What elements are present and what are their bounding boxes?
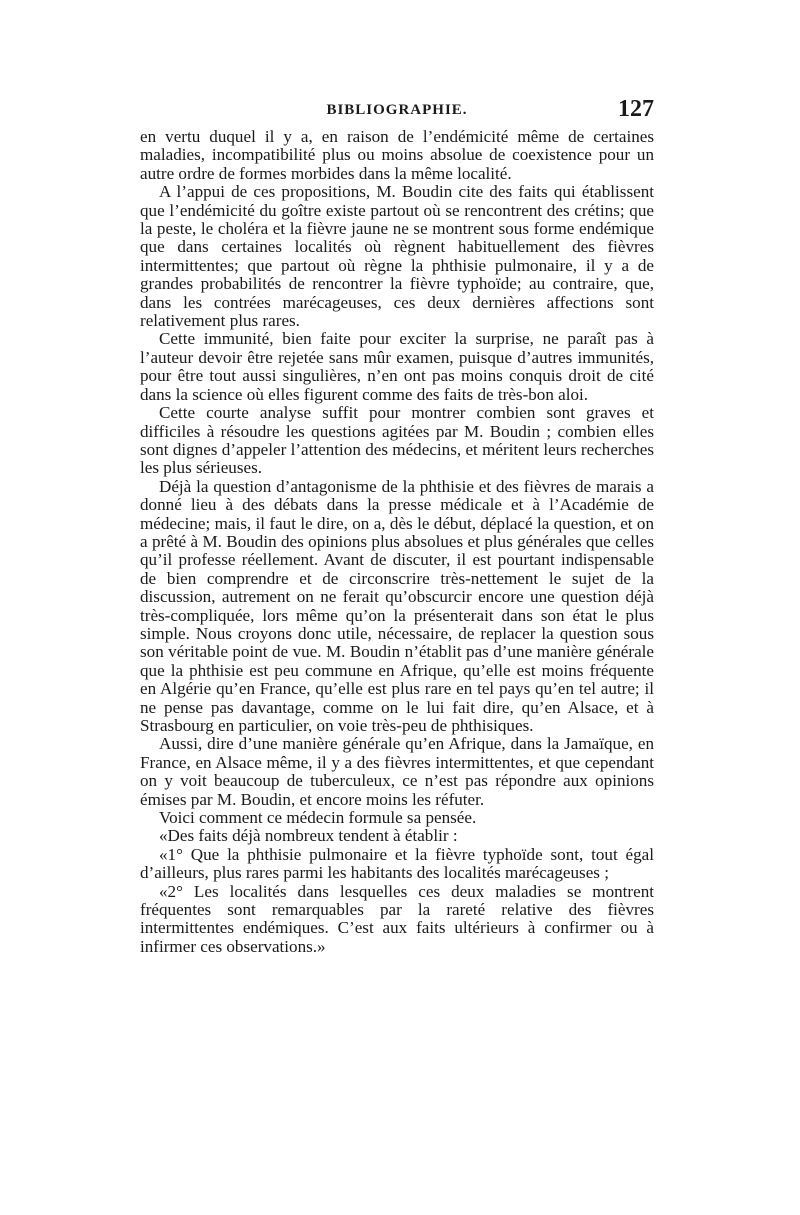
- quote-item-1: «1° Que la phthisie pulmonaire et la fièvre typhoïde sont, tout égal d’ailleurs, plus rares parmi les habitants des localités marécageuses ;: [140, 844, 654, 883]
- page-number: 127: [618, 96, 654, 122]
- paragraph-propositions: A l’appui de ces propositions, M. Boudin cite des faits qui établissent que l’endémicité du goître existe partout où se rencontrent des crétins; que la peste, le choléra et la fièvre jaune ne se montrent sous forme endémique que dans certaines localités où règnent habituellement des fièvres intermittentes; que partout où règne la phthisie pulmonaire, il y a de grandes probabilités de rencontrer la fièvre typhoïde; au contraire, que, dans les contrées marécageuses, ces deux dernières affections sont relativement plus rares.: [140, 182, 654, 331]
- paragraph-continuation: en vertu duquel il y a, en raison de l’endémicité même de certaines maladies, incompatibilité plus ou moins absolue de coexistence pour un autre ordre de formes morbides dans la même localité.: [140, 127, 654, 183]
- paragraph-formule: Voici comment ce médecin formule sa pensée.: [159, 808, 477, 828]
- running-title: BIBLIOGRAPHIE.: [326, 102, 468, 118]
- paragraph-antagonisme: Déjà la question d’antagonisme de la phthisie et des fièvres de marais a donné lieu à des débats dans la presse médicale et à l’Académie de médecine; mais, il faut le dire, on a, dès le début, déplacé la question, et on a prêté à M. Boudin des opinions plus absolues et plus générales que celles qu’il professe réellement. Avant de discuter, il est pourtant indispensable de bien comprendre et de circonscrire très-nettement le sujet de la discussion, autrement on ne ferait qu’obscurcir encore une question déjà très-compliquée, lors même qu’on la présenterait dans son état le plus simple. Nous croyons donc utile, nécessaire, de replacer la question sous son véritable point de vue. M. Boudin n’établit pas d’une manière générale que la phthisie est peu commune en Afrique, qu’elle est moins fréquente en Algérie qu’en France, qu’elle est plus rare en tel pays qu’en tel autre; il ne pense pas davantage, comme on le lui fait dire, qu’en Alsace, et à Strasbourg en particulier, on voie très-peu de phthisiques.: [140, 476, 654, 735]
- paragraph-afrique: Aussi, dire d’une manière générale qu’en Afrique, dans la Jamaïque, en France, en Alsace même, il y a des fièvres intermittentes, et que cependant on y voit beaucoup de tuberculeux, ce n’est pas répondre aux opinions émises par M. Boudin, et encore moins les réfuter.: [140, 734, 654, 809]
- quote-intro: «Des faits déjà nombreux tendent à établir :: [159, 826, 458, 846]
- paragraph-immunite: Cette immunité, bien faite pour exciter la surprise, ne paraît pas à l’auteur devoir être rejetée sans mûr examen, puisque d’autres immunités, pour être tout aussi singulières, n’en ont pas moins conquis droit de cité dans la science où elles figurent comme des faits de très-bon aloi.: [140, 329, 654, 404]
- running-head: [140, 96, 654, 126]
- paragraph-analyse: Cette courte analyse suffit pour montrer combien sont graves et difficiles à résoudre les questions agitées par M. Boudin ; combien elles sont dignes d’appeler l’attention des médecins, et méritent leurs recherches les plus sérieuses.: [140, 403, 654, 478]
- quote-item-2: «2° Les localités dans lesquelles ces deux maladies se montrent fréquentes sont remarquables par la rareté relative des fièvres intermittentes endémiques. C’est aux faits ultérieurs à confirmer ou à infirmer ces observations.»: [140, 881, 654, 956]
- body-text: [140, 128, 654, 956]
